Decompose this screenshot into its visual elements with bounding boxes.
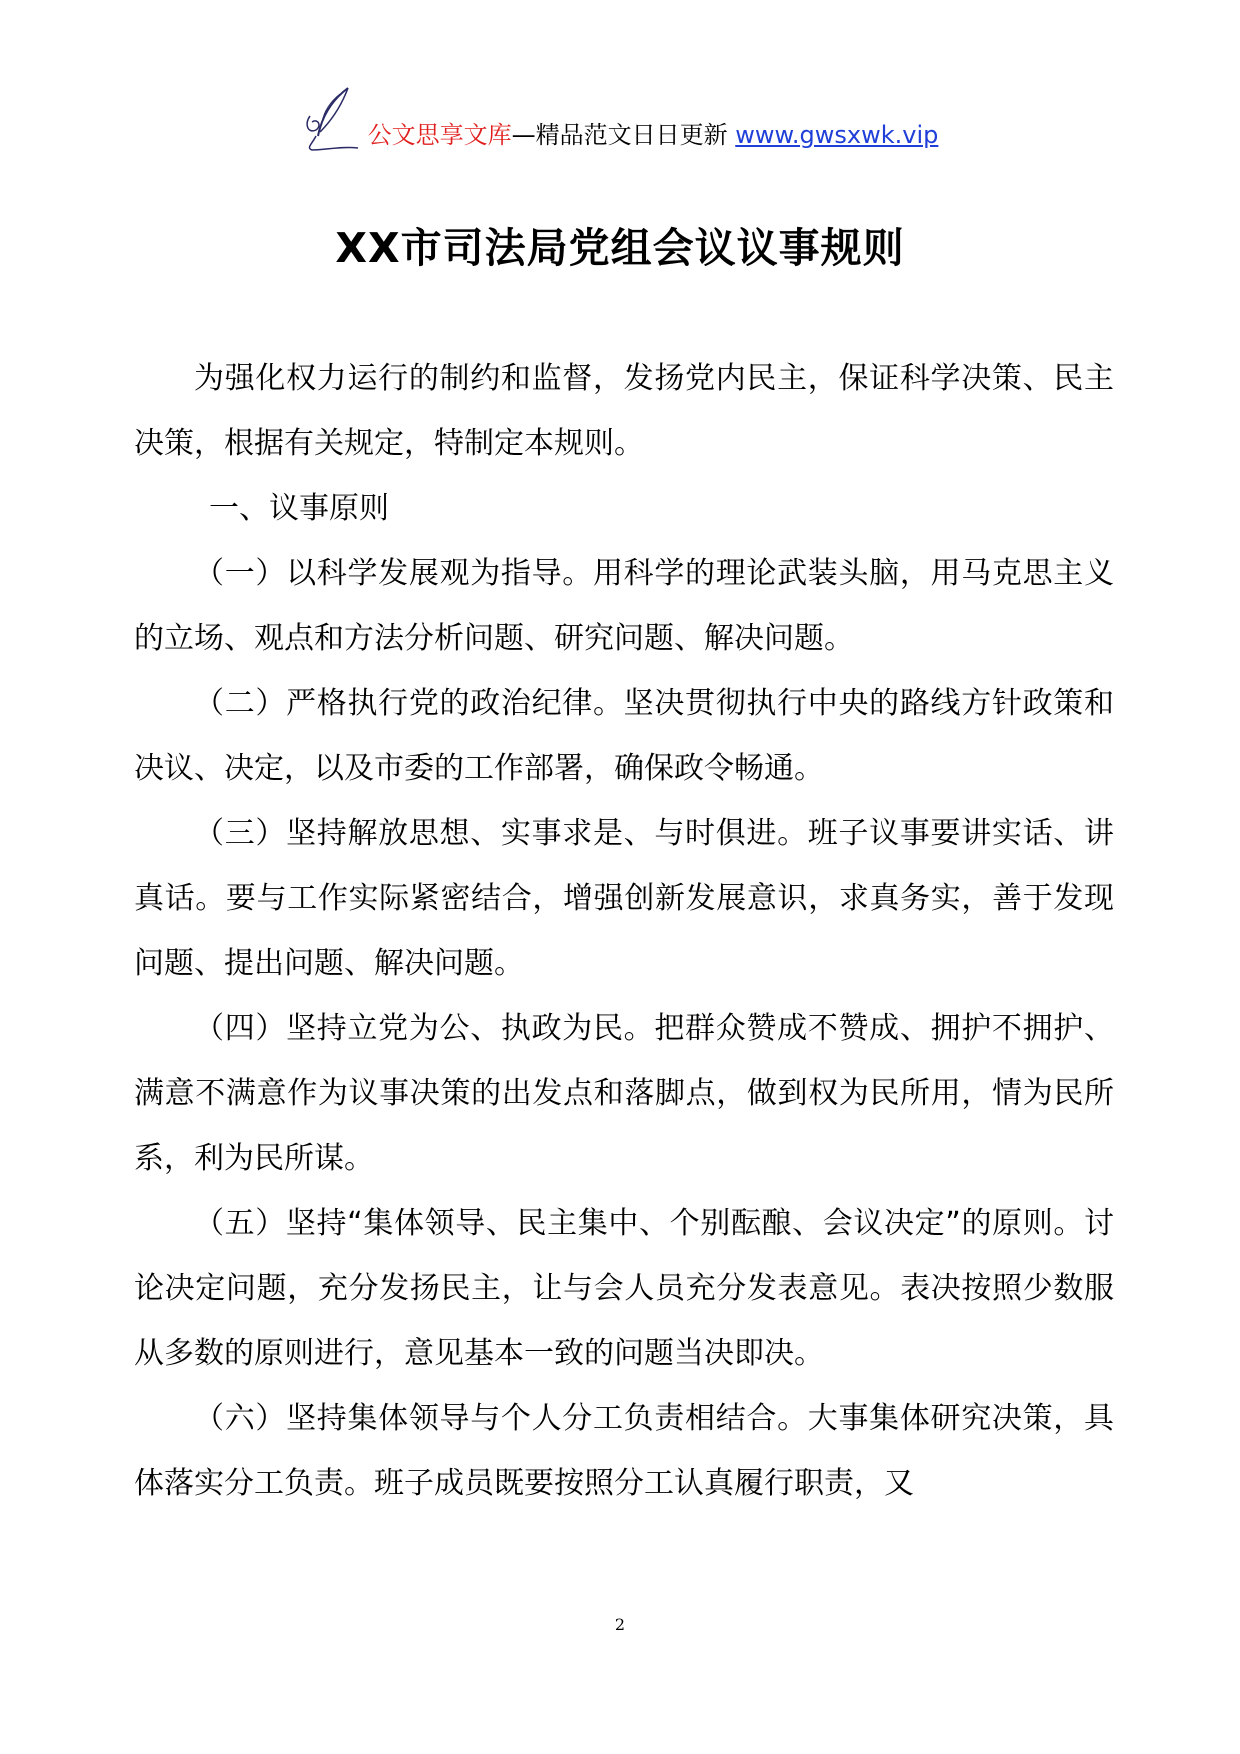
page-number: 2 xyxy=(614,1615,626,1634)
quill-pen-logo-icon xyxy=(302,86,362,152)
document-title: XX市司法局党组会议议事规则 xyxy=(335,224,905,272)
document-header xyxy=(0,86,1240,152)
intro-paragraph: 为强化权力运行的制约和监督，发扬党内民主，保证科学决策、民主决策，根据有关规定，特制定本规则。 xyxy=(134,361,1114,461)
principle-paragraph: （四）坚持立党为公、执政为民。把群众赞成不赞成、拥护不拥护、满意不满意作为议事决策的出发点和落脚点，做到权为民所用，情为民所系，利为民所谋。 xyxy=(134,1011,1114,1176)
principle-paragraph: （六）坚持集体领导与个人分工负责相结合。大事集体研究决策，具体落实分工负责。班子成员既要按照分工认真履行职责，又 xyxy=(134,1401,1114,1501)
principle-paragraph: （五）坚持“集体领导、民主集中、个别酝酿、会议决定”的原则。讨论决定问题，充分发扬民主，让与会人员充分发表意见。表决按照少数服从多数的原则进行，意见基本一致的问题当决即决。 xyxy=(134,1206,1114,1371)
header-text xyxy=(368,120,939,152)
header-tagline: —精品范文日日更新 xyxy=(511,121,736,149)
principle-paragraph: （二）严格执行党的政治纪律。坚决贯彻执行中央的路线方针政策和决议、决定，以及市委的工作部署，确保政令畅通。 xyxy=(134,686,1114,786)
document-body xyxy=(134,346,1114,1516)
site-link[interactable]: www.gwsxwk.vip xyxy=(735,121,939,149)
principle-paragraph: （一）以科学发展观为指导。用科学的理论武装头脑，用马克思主义的立场、观点和方法分析问题、研究问题、解决问题。 xyxy=(134,556,1114,656)
section-heading: 一、议事原则 xyxy=(209,491,389,526)
principle-paragraph: （三）坚持解放思想、实事求是、与时俱进。班子议事要讲实话、讲真话。要与工作实际紧密结合，增强创新发展意识，求真务实，善于发现问题、提出问题、解决问题。 xyxy=(134,816,1114,981)
brand-name: 公文思享文库 xyxy=(367,121,512,149)
